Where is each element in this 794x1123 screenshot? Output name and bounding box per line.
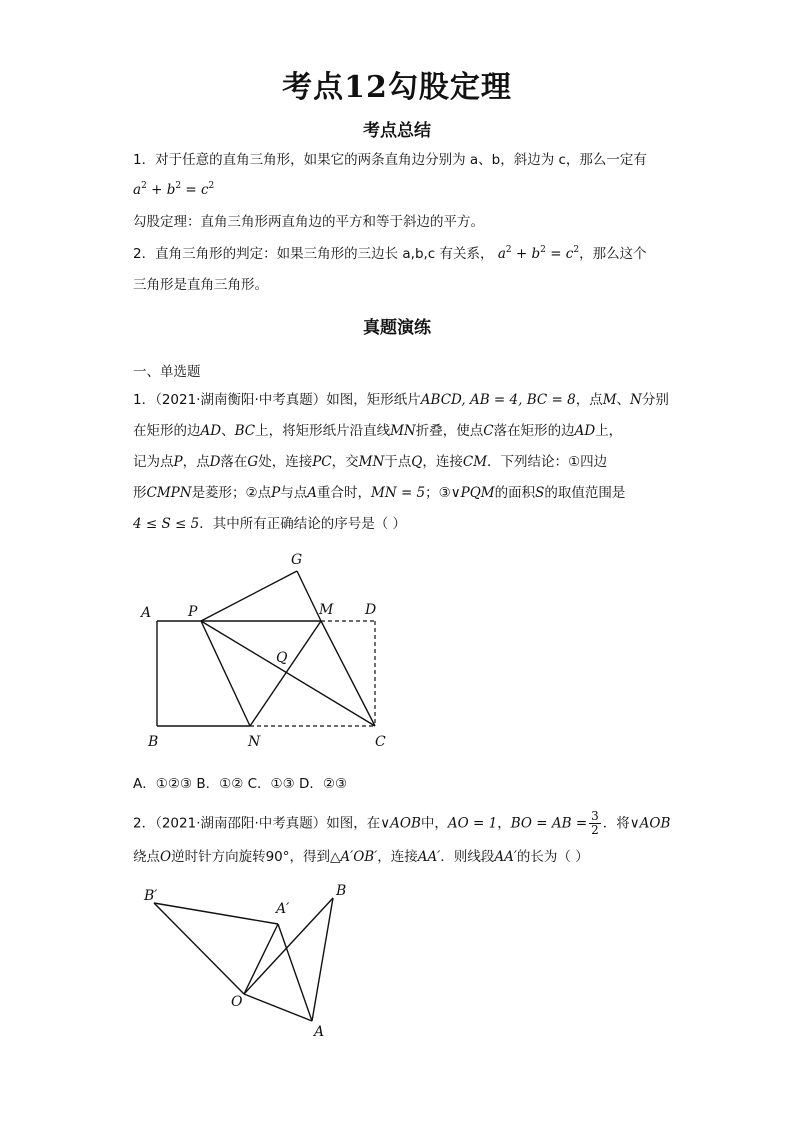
formula-c: = c <box>550 246 574 262</box>
text: 的长为（ ） <box>516 849 589 865</box>
label-c: C <box>375 734 386 750</box>
segment-pn <box>201 621 250 726</box>
q1-options: A．①②③ B．①② C．①③ D．②③ <box>133 776 348 792</box>
q1-rectangle-fold-figure <box>130 545 400 755</box>
math: PC <box>312 454 332 470</box>
q2-line-1 <box>133 810 670 837</box>
label-a: A <box>314 1024 325 1038</box>
math: AD <box>574 423 596 439</box>
q1-line-3 <box>133 452 607 472</box>
text: ；③ <box>425 485 451 501</box>
label-m: M <box>319 602 334 618</box>
math: O <box>160 849 172 865</box>
text: ．将 <box>602 815 630 832</box>
segment-pc <box>201 621 375 726</box>
text: 2．（2021·湖南邵阳·中考真题）如图，在 <box>133 815 381 832</box>
label-q: Q <box>276 650 288 666</box>
q2-line-2 <box>133 847 589 867</box>
text: 形 <box>133 485 147 501</box>
label-b-prime: B′ <box>144 888 158 904</box>
summary-paragraph-1 <box>133 150 647 170</box>
text: ，连接 <box>422 454 463 470</box>
formula-a: a <box>133 182 142 198</box>
pythagorean-formula <box>133 180 214 200</box>
label-a: A <box>141 605 152 621</box>
math: MN = 5 <box>371 485 426 501</box>
q1-line-5 <box>133 514 406 534</box>
math: Q <box>411 454 423 470</box>
text: 、 <box>221 423 235 439</box>
segment-oa <box>244 994 312 1021</box>
formula-a: a <box>497 246 506 262</box>
practice-heading: 真题演练 <box>363 318 431 338</box>
text: 逆时针方向旋转90°，得到 <box>171 849 331 865</box>
section-label: 一、单选题 <box>133 364 201 380</box>
exponent: 2 <box>540 245 546 255</box>
math: ABCD, AB = 4, BC = 8 <box>420 392 576 408</box>
text: ， <box>497 815 511 832</box>
text: ，交 <box>331 454 359 470</box>
math: 4 ≤ S ≤ 5 <box>133 516 200 532</box>
fraction-denominator: 2 <box>591 823 599 837</box>
text: 处，连接 <box>258 454 313 470</box>
text: 重合时， <box>317 485 372 501</box>
label-n: N <box>248 734 261 750</box>
math: AA′ <box>417 849 441 865</box>
text: ．下列结论：①四边 <box>487 454 608 470</box>
text: ．其中所有正确结论的序号是（ ） <box>199 516 407 532</box>
math: ∨AOB <box>380 815 421 832</box>
label-d: D <box>365 602 377 618</box>
segment-aprime-o <box>244 924 278 994</box>
pythagorean-theorem-definition: 勾股定理：直角三角形两直角边的平方和等于斜边的平方。 <box>133 214 484 230</box>
summary-p2-line2: 三角形是直角三角形。 <box>133 277 268 293</box>
text: ，连接 <box>377 849 418 865</box>
math: G <box>247 454 259 470</box>
text: 的面积 <box>494 485 536 501</box>
text: 上， <box>595 423 623 439</box>
math: P <box>173 454 183 470</box>
summary-p1-text: 1．对于任意的直角三角形，如果它的两条直角边分别为 a、b，斜边为 c，那么一定有 <box>133 152 647 168</box>
exponent: 2 <box>208 181 215 191</box>
text: 与点 <box>280 485 308 501</box>
label-b: B <box>336 883 347 899</box>
label-b: B <box>148 734 159 750</box>
math: C <box>483 423 494 439</box>
text: 分别 <box>641 392 669 408</box>
text: ．则线段 <box>440 849 495 865</box>
math: AA′ <box>494 849 517 865</box>
segment-pg <box>201 571 297 621</box>
q1-line-1 <box>133 390 669 410</box>
label-a-prime: A′ <box>276 901 290 917</box>
exponent: 2 <box>505 245 512 255</box>
text: 是菱形；②点 <box>191 485 272 501</box>
text: 绕点 <box>133 849 160 865</box>
summary-paragraph-2 <box>133 244 647 264</box>
q1-line-4 <box>133 483 625 503</box>
q1-line-2 <box>133 421 622 441</box>
math: MN <box>390 423 416 439</box>
exponent: 2 <box>175 181 182 191</box>
label-g: G <box>291 552 303 568</box>
label-p: P <box>188 604 198 620</box>
text: 于点 <box>384 454 412 470</box>
math: AO = 1 <box>447 815 498 832</box>
math: ∨AOB <box>629 815 671 832</box>
text: 在矩形的边 <box>133 423 201 439</box>
text: 的取值范围是 <box>544 485 626 501</box>
segment-nm <box>250 621 321 726</box>
formula-b: + b <box>515 246 541 262</box>
text: ，点 <box>182 454 210 470</box>
label-o: O <box>231 994 243 1010</box>
fraction-numerator: 3 <box>591 809 599 823</box>
exponent: 2 <box>573 245 580 255</box>
text: 记为点 <box>133 454 174 470</box>
math: △A′OB′ <box>330 849 378 865</box>
math: BO = AB = <box>510 815 588 832</box>
exponent: 2 <box>141 181 147 191</box>
math: S <box>535 485 545 501</box>
math: MN <box>358 454 385 470</box>
formula-b: + b <box>151 182 176 198</box>
text: 落在矩形的边 <box>493 423 575 439</box>
math: D <box>209 454 221 470</box>
math: ∨PQM <box>450 485 495 501</box>
math: P <box>271 485 281 501</box>
text: 上，将矩形纸片沿直线 <box>255 423 391 439</box>
fraction-three-halves <box>589 810 601 837</box>
math: CMPN <box>146 485 192 501</box>
math: A <box>307 485 318 501</box>
text: 1．（2021·湖南衡阳·中考真题）如图，矩形纸片 <box>133 392 421 408</box>
math: AD <box>200 423 222 439</box>
math: M <box>602 392 617 408</box>
segment-gm <box>297 571 321 621</box>
math: BC <box>234 423 256 439</box>
formula-c: = c <box>185 182 209 198</box>
q2-rotation-figure <box>140 878 360 1038</box>
summary-p2-text: 2．直角三角形的判定：如果三角形的三边长 a,b,c 有关系， <box>133 246 494 262</box>
math: N <box>630 392 642 408</box>
summary-heading: 考点总结 <box>363 121 431 141</box>
text: ，点 <box>575 392 603 408</box>
text: 折叠，使点 <box>415 423 484 439</box>
page-title: 考点12勾股定理 <box>282 70 512 105</box>
summary-p2-tail: ，那么这个 <box>579 246 647 262</box>
text: 中， <box>420 815 448 832</box>
text: 落在 <box>220 454 248 470</box>
math: CM <box>462 454 488 470</box>
text: 、 <box>616 392 631 408</box>
